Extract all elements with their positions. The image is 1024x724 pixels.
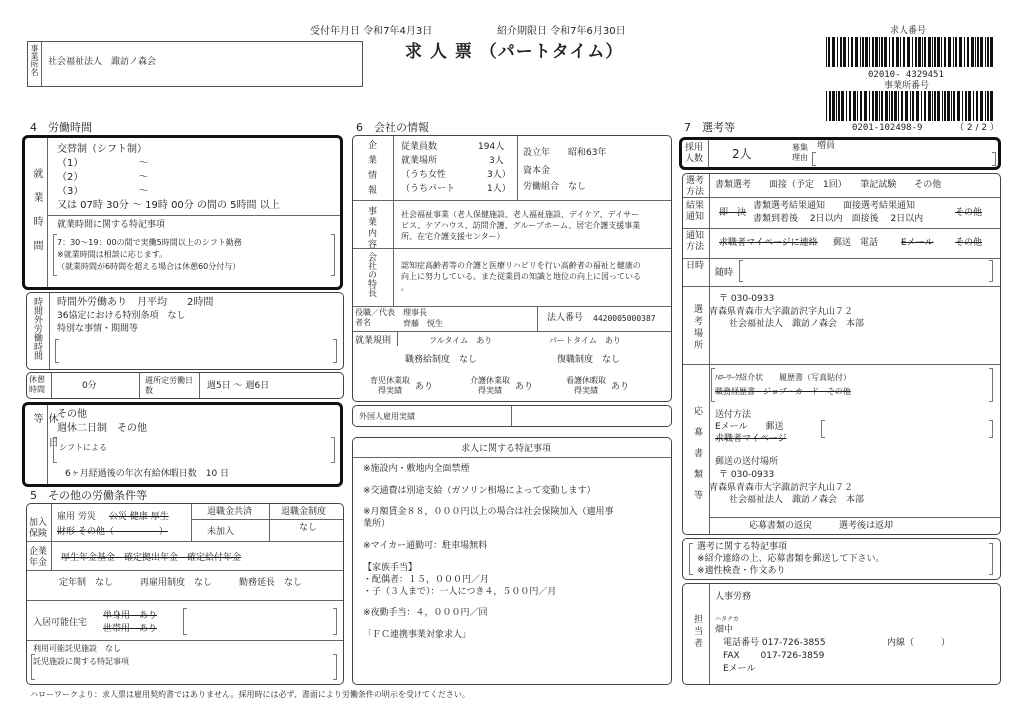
- kyujin-barcode: [826, 37, 998, 67]
- barcode-bar: [843, 37, 846, 67]
- result-other: その他: [955, 208, 983, 218]
- seido-value: なし: [299, 523, 318, 533]
- docs-side: 応募書類等: [692, 406, 702, 511]
- result-1b: 書類選考結果通知 面接選考結果通知: [753, 201, 916, 211]
- hours-special-3: （就業時間が6時間を超える場合は休憩60分付与）: [57, 262, 241, 271]
- barcode-bar: [875, 91, 878, 121]
- contact-ext: 内線（ ）: [887, 638, 951, 648]
- employees-label: 従業員数: [401, 142, 438, 152]
- business-2: ビス、ケアハウス、訪問介護、グループホーム、居宅介護支援事業: [401, 221, 641, 230]
- barcode-bar: [885, 91, 888, 121]
- send-1: Eメール 郵送: [715, 422, 784, 432]
- footer-note: ハローワークより：求人票は雇用契約書ではありません。採用時には必ず、書面により労働条件の明示を受けてください。: [30, 690, 470, 699]
- barcode-bar: [942, 91, 943, 121]
- hire-side: 採用人数: [685, 143, 704, 164]
- foreign-label: 外国人雇用実績: [359, 412, 415, 421]
- notify-side: 通知方法: [686, 231, 705, 252]
- barcode-bar: [869, 37, 870, 67]
- barcode-bar: [980, 37, 983, 67]
- barcode-bar: [903, 37, 905, 67]
- page-number: （ 2 / 2 ）: [955, 123, 999, 133]
- break-box: [26, 372, 344, 399]
- barcode-bar: [829, 91, 831, 121]
- barcode-bar: [848, 37, 849, 67]
- nursing-leave: 看護休暇取得実績: [566, 376, 606, 395]
- founded: 設立年 昭和63年: [523, 148, 607, 158]
- note-5: 【家族手当】: [363, 563, 418, 573]
- career-system: 職務給制度 なし: [405, 355, 478, 365]
- barcode-bar: [907, 37, 910, 67]
- barcode-bar: [928, 37, 931, 67]
- break-side: 休憩時間: [29, 375, 45, 394]
- holiday-4: 6ヶ月経過後の年次有給休暇日数 10 日: [65, 469, 230, 479]
- barcode-bar: [916, 91, 919, 121]
- place-org: 社会福祉法人 諏訪ノ森会 本部: [729, 319, 865, 329]
- pension-items: 厚生年金基金 確定拠出年金 確定給付年金: [61, 553, 242, 563]
- business-1: 社会福祉事業（老人保健施設、老人福祉施設、デイケア、デイサー: [401, 210, 640, 219]
- barcode-bar: [826, 37, 827, 67]
- notify-4: その他: [955, 238, 983, 248]
- barcode-bar: [872, 37, 874, 67]
- barcode-bar: [955, 37, 957, 67]
- barcode-bar: [879, 37, 880, 67]
- break-value: 0分: [82, 381, 97, 391]
- send-label: 送付方法: [715, 410, 752, 420]
- rules-full: フルタイム あり: [429, 336, 493, 345]
- sec7-title: 7 選考等: [684, 121, 735, 134]
- method-value: 書類選考 面接（予定 1回） 筆記試験 その他: [715, 180, 942, 190]
- teinen-line: 定年制 なし 再雇用制度 なし 勤務延長 なし: [59, 578, 303, 588]
- barcode-bar: [921, 91, 922, 121]
- barcode-bar: [971, 37, 974, 67]
- barcode-bar: [889, 37, 890, 67]
- other-conditions-box: [26, 503, 344, 685]
- barcode-bar: [973, 91, 974, 121]
- selection-notes-box: [682, 538, 1001, 580]
- received-date: 受付年月日 令和7年4月3日: [310, 26, 433, 37]
- barcode-bar: [853, 91, 856, 121]
- office-number: 0201-102498-9: [852, 123, 923, 133]
- docs-2: 職務経歴書 ジョブ・カード その他: [715, 387, 851, 396]
- return-line: 応募書類の返戻 選考後は返却: [749, 521, 894, 531]
- office-barcode: [826, 91, 998, 121]
- worksite-label: 就業場所: [401, 156, 438, 166]
- barcode-bar: [953, 91, 955, 121]
- barcode-bar: [889, 91, 890, 121]
- notify-2: 郵送 電話: [833, 238, 879, 248]
- shift-label: 交替制（シフト制）: [57, 144, 147, 155]
- part-value: 1人）: [487, 184, 511, 194]
- job-notes-title: 求人に関する特記事項: [461, 444, 552, 454]
- barcode-bar: [962, 91, 963, 121]
- barcode-bar: [832, 91, 835, 121]
- barcode-bar: [968, 91, 971, 121]
- reason-value: 増員: [817, 141, 836, 151]
- barcode-bar: [849, 91, 851, 121]
- barcode-bar: [841, 91, 844, 121]
- intro-deadline: 紹介期限日 令和7年6月30日: [497, 26, 626, 37]
- sec4-title: 4 労働時間: [30, 121, 92, 134]
- rep-label: 役職／代表者名: [355, 308, 395, 327]
- contact-side: 担当者: [692, 614, 702, 650]
- barcode-bar: [967, 37, 969, 67]
- send-2: 求職者マイページ: [715, 434, 787, 444]
- contact-fax: FAX 017-726-3859: [723, 651, 825, 661]
- barcode-bar: [977, 37, 979, 67]
- holiday-side: 休日等: [31, 413, 57, 461]
- holiday-2: 週休二日制 その他: [57, 423, 147, 434]
- barcode-bar: [881, 37, 883, 67]
- rep-title: 理事長: [403, 308, 427, 317]
- rep-name: 齊藤 悦生: [403, 319, 443, 328]
- shift-row-1: （1） ～: [57, 158, 149, 169]
- barcode-bar: [846, 91, 847, 121]
- barcode-bar: [990, 37, 993, 67]
- feature-3: 。: [401, 283, 409, 292]
- hours-line: 又は 07時 30分 ～ 19時 00分 の間の 5時間 以上: [57, 200, 280, 211]
- shift-row-3: （3） ～: [57, 186, 149, 197]
- note-3b: 業所）: [363, 519, 391, 529]
- barcode-bar: [941, 37, 942, 67]
- childcare-leave: 育児休業取得実績: [370, 376, 410, 395]
- taishoku-header: 退職金共済: [207, 507, 253, 517]
- barcode-bar: [896, 37, 899, 67]
- barcode-bar: [865, 37, 868, 67]
- rules-label: 就業規則: [355, 336, 392, 346]
- employees-value: 194人: [478, 142, 505, 152]
- overtime-special: 特別な事情・期間等: [57, 324, 139, 334]
- business-3: 所、在宅介護支援センター）: [401, 232, 505, 241]
- note-1: ※施設内・敷地内全面禁煙: [363, 464, 470, 474]
- barcode-bar: [910, 91, 911, 121]
- reason-label: 募集理由: [792, 143, 808, 162]
- barcode-bar: [894, 91, 897, 121]
- childcare-label: 利用可能託児施設 なし: [33, 644, 121, 653]
- note-3a: ※月額賃金８８，０００円以上の場合は社会保険加入（適用事: [363, 507, 614, 517]
- feature-side: 会社の特長: [366, 252, 376, 297]
- result-side: 結果通知: [686, 201, 705, 222]
- weekly-label: 週所定労働日数: [145, 376, 193, 395]
- barcode-bar: [836, 91, 837, 121]
- contact-furigana: ハタナカ: [715, 616, 739, 623]
- job-notes-box: [352, 437, 672, 685]
- info-side: 企業情報: [366, 140, 376, 200]
- page-title: 求 人 票 （パートタイム）: [405, 42, 624, 62]
- barcode-bar: [948, 37, 951, 67]
- barcode-bar: [869, 91, 870, 121]
- date-side: 日時: [686, 261, 705, 271]
- women-value: 3人）: [487, 170, 511, 180]
- weekly-value: 週5日 ～ 週6日: [207, 381, 270, 391]
- feature-2: 向上に努力している。また従業員の知識と地位の向上に図っている: [401, 272, 641, 281]
- selection-notes-title: 選考に関する特記事項: [697, 542, 788, 552]
- care-leave: 介護休業取得実績: [470, 376, 510, 395]
- barcode-bar: [934, 91, 936, 121]
- note-9: 「ＦＣ連携事業対象求人」: [363, 630, 472, 640]
- barcode-bar: [937, 37, 940, 67]
- note-7: ・子（３人まで）：一人につき４，５００円／月: [363, 587, 557, 597]
- barcode-bar: [964, 37, 965, 67]
- care-leave-value: あり: [515, 382, 534, 392]
- barcode-bar: [957, 91, 960, 121]
- barcode-bar: [975, 37, 976, 67]
- place-zip: 〒 030-0933: [719, 294, 775, 304]
- barcode-bar: [900, 37, 901, 67]
- barcode-bar: [875, 37, 878, 67]
- barcode-bar: [924, 91, 926, 121]
- taishoku-value: 未加入: [207, 527, 235, 537]
- selection-notes-2: ※適性検査・作文あり: [697, 566, 786, 576]
- barcode-bar: [828, 37, 830, 67]
- contact-email: Eメール: [723, 664, 756, 674]
- insurance-line1a: 雇用 労災: [57, 512, 96, 522]
- work-hours-box: [22, 135, 343, 290]
- barcode-bar: [892, 37, 894, 67]
- reinstate-system: 復職制度 なし: [557, 355, 621, 365]
- hire-count: 2人: [732, 147, 752, 161]
- insurance-line1b: 公災 健康 厚生: [109, 512, 169, 522]
- barcode-bar: [990, 91, 993, 121]
- dest-zip: 〒 030-0933: [719, 470, 775, 480]
- housing-label: 入居可能住宅: [33, 618, 88, 628]
- barcode-bar: [928, 91, 931, 121]
- barcode-bar: [932, 91, 933, 121]
- seido-header: 退職金制度: [281, 507, 327, 517]
- barcode-bar: [864, 91, 867, 121]
- barcode-bar: [985, 37, 986, 67]
- note-8: ※夜勤手当：４，０００円／回: [363, 608, 488, 618]
- barcode-bar: [953, 37, 954, 67]
- housing-2: 世帯用 あり: [103, 624, 158, 634]
- barcode-bar: [944, 91, 946, 121]
- holiday-1: その他: [57, 409, 87, 420]
- contact-dept: 人事労務: [715, 592, 752, 602]
- barcode-bar: [951, 91, 952, 121]
- barcode-bar: [937, 91, 940, 121]
- insurance-line2: 財形 その他（ ）: [57, 527, 168, 537]
- docs-1: ﾊﾛｰﾜｰｸ紹介状 履歴書（写真貼付）: [715, 373, 851, 382]
- contact-phone: 電話番号 017-726-3855: [723, 638, 826, 648]
- barcode-bar: [985, 91, 986, 121]
- corp-no: 4420005000387: [593, 314, 656, 323]
- company-name: 社会福祉法人 諏訪ノ森会: [48, 57, 157, 67]
- barcode-bar: [944, 37, 946, 67]
- method-side: 選考方法: [686, 176, 705, 197]
- dest-org: 社会福祉法人 諏訪ノ森会 本部: [729, 495, 865, 505]
- contact-box: [682, 583, 1001, 685]
- hire-box: [679, 137, 1001, 170]
- barcode-bar: [912, 91, 914, 121]
- place-side: 選考場所: [692, 304, 702, 352]
- barcode-bar: [860, 37, 861, 67]
- barcode-bar: [976, 91, 978, 121]
- selection-box: [682, 173, 1001, 535]
- barcode-bar: [898, 91, 899, 121]
- barcode-bar: [922, 37, 923, 67]
- overtime-36: 36協定における特別条項 なし: [57, 311, 186, 321]
- barcode-bar: [881, 91, 883, 121]
- hours-special-1: 7：30～19：00の間で実働5時間以上のシフト勤務: [57, 238, 242, 247]
- result-1a: 即 決: [719, 208, 747, 218]
- barcode-bar: [965, 91, 967, 121]
- barcode-bar: [851, 37, 853, 67]
- barcode-bar: [840, 37, 842, 67]
- barcode-bar: [826, 91, 827, 121]
- company-name-side-label: 事業所名: [30, 44, 39, 76]
- barcode-bar: [915, 37, 917, 67]
- barcode-bar: [860, 91, 862, 121]
- note-4: ※マイカー通勤可：駐車場無料: [363, 541, 488, 551]
- pension-side: 企業年金: [29, 547, 48, 568]
- women-label: （うち女性: [401, 170, 447, 180]
- barcode-bar: [855, 37, 858, 67]
- barcode-bar: [838, 91, 840, 121]
- office-number-label: 事業所番号: [884, 81, 930, 91]
- barcode-bar: [832, 37, 835, 67]
- barcode-bar: [987, 91, 989, 121]
- overtime-line: 時間外労働あり 月平均 2時間: [57, 297, 214, 308]
- housing-1: 単身用 あり: [103, 611, 158, 621]
- corp-no-label: 法人番号: [547, 313, 584, 323]
- nursing-leave-value: あり: [611, 382, 630, 392]
- sec6-title: 6 会社の情報: [356, 121, 429, 134]
- barcode-bar: [891, 91, 893, 121]
- shift-row-2: （2） ～: [57, 172, 149, 183]
- sec5-title: 5 その他の労働条件等: [30, 489, 147, 502]
- barcode-bar: [905, 91, 908, 121]
- barcode-bar: [912, 37, 913, 67]
- selection-notes-1: ※紹介連絡の上、応募書類を郵送して下さい。: [697, 554, 885, 564]
- worksite-value: 3人: [489, 156, 504, 166]
- foreign-box: [352, 405, 672, 427]
- barcode-bar: [884, 37, 887, 67]
- barcode-bar: [934, 37, 936, 67]
- childcare-leave-value: あり: [415, 382, 434, 392]
- barcode-bar: [879, 91, 880, 121]
- notify-3: Eメール: [901, 238, 934, 248]
- date-value: 随時: [715, 268, 734, 278]
- hours-special-title: 就業時間に関する特記事項: [57, 220, 166, 230]
- barcode-bar: [901, 91, 903, 121]
- overtime-box: [26, 292, 344, 370]
- dest-addr: 青森県青森市大字諏訪沢字丸山７２: [709, 483, 854, 493]
- result-2: 書類到着後 2日以内 面接後 2日以内: [753, 214, 924, 224]
- barcode-bar: [924, 37, 926, 67]
- note-2: ※交通費は別途支給（ガソリン相場によって変動します）: [363, 486, 596, 496]
- hours-special-2: ※就業時間は相談に応じます。: [57, 250, 168, 259]
- holiday-box: [22, 402, 343, 487]
- kyujin-number: 02010- 4329451: [868, 70, 944, 80]
- company-info-box: [352, 135, 672, 402]
- barcode-bar: [862, 37, 864, 67]
- note-6: ・配偶者：１５，０００円／月: [363, 575, 490, 585]
- part-label: （うちパート: [401, 184, 456, 194]
- barcode-bar: [872, 91, 874, 121]
- capital: 資本金: [523, 166, 551, 176]
- barcode-bar: [947, 91, 950, 121]
- barcode-bar: [932, 37, 933, 67]
- business-side: 事業内容: [366, 206, 376, 250]
- barcode-bar: [857, 91, 858, 121]
- holiday-3: シフトによる: [59, 443, 107, 452]
- contact-person: 畑中: [715, 625, 734, 635]
- barcode-bar: [918, 37, 921, 67]
- barcode-bar: [980, 91, 983, 121]
- notify-1: 求職者マイページに連絡: [719, 238, 818, 248]
- feature-1: 認知症高齢者等の介護と医療リハビリを行い高齢者の福祉と健康の: [401, 261, 641, 270]
- rules-part: パートタイム あり: [549, 336, 621, 345]
- barcode-bar: [837, 37, 838, 67]
- barcode-bar: [959, 37, 962, 67]
- work-hours-side: 就業時間: [31, 168, 42, 264]
- union: 労働組合 なし: [523, 182, 587, 192]
- place-addr: 青森県青森市大字諏訪沢字丸山７２: [709, 307, 854, 317]
- kyujin-number-label: 求人番号: [890, 26, 927, 36]
- insurance-side: 加入保険: [29, 518, 48, 539]
- dest-label: 郵送の送付場所: [715, 457, 779, 467]
- company-name-box: [27, 41, 363, 87]
- overtime-side: 時間外労働時間: [32, 297, 42, 360]
- barcode-bar: [987, 37, 989, 67]
- childcare-special: 託児施設に関する特記事項: [33, 657, 129, 666]
